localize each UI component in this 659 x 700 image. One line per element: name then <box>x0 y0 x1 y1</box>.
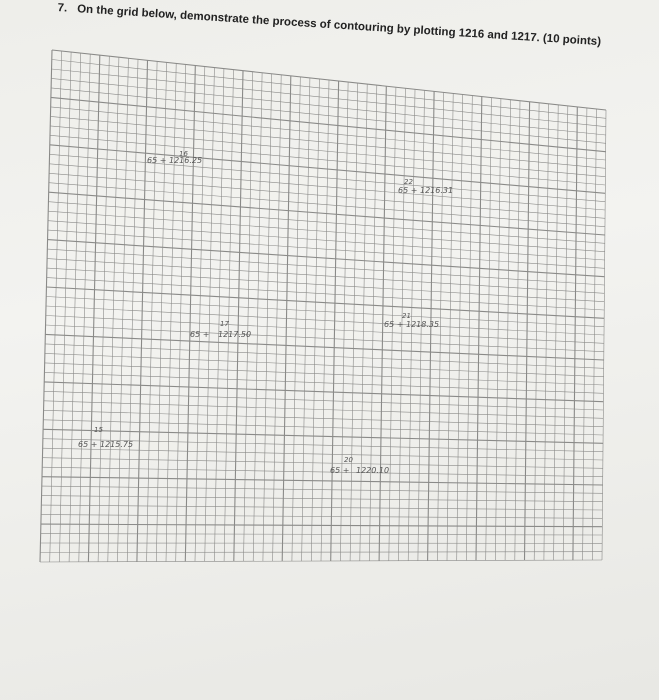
question-body: On the grid below, demonstrate the process of contouring by plotting 1216 and 1217. (10 points) <box>76 3 602 49</box>
point-annotation: 22 65 + 1216.31 <box>398 178 454 195</box>
grid-line <box>52 69 606 127</box>
point-annotation: 65 + 17 1217.50 <box>190 320 252 339</box>
grid-line <box>51 97 606 151</box>
grid-lines <box>40 50 606 562</box>
point-annotation: 20 65 + 1220.10 <box>330 456 390 475</box>
grid-line <box>52 50 606 110</box>
grid-line <box>51 88 606 143</box>
point-annotation: 21 65 + 1218.35 <box>384 312 440 329</box>
grid-line <box>52 60 606 119</box>
grid-line <box>40 552 602 553</box>
point-annotation: 15 65 + 1215.75 <box>78 426 134 449</box>
question-number: 7. <box>57 2 68 15</box>
grid-line <box>51 78 606 135</box>
point-annotation: 65 + 16 1216.25 <box>147 150 203 165</box>
